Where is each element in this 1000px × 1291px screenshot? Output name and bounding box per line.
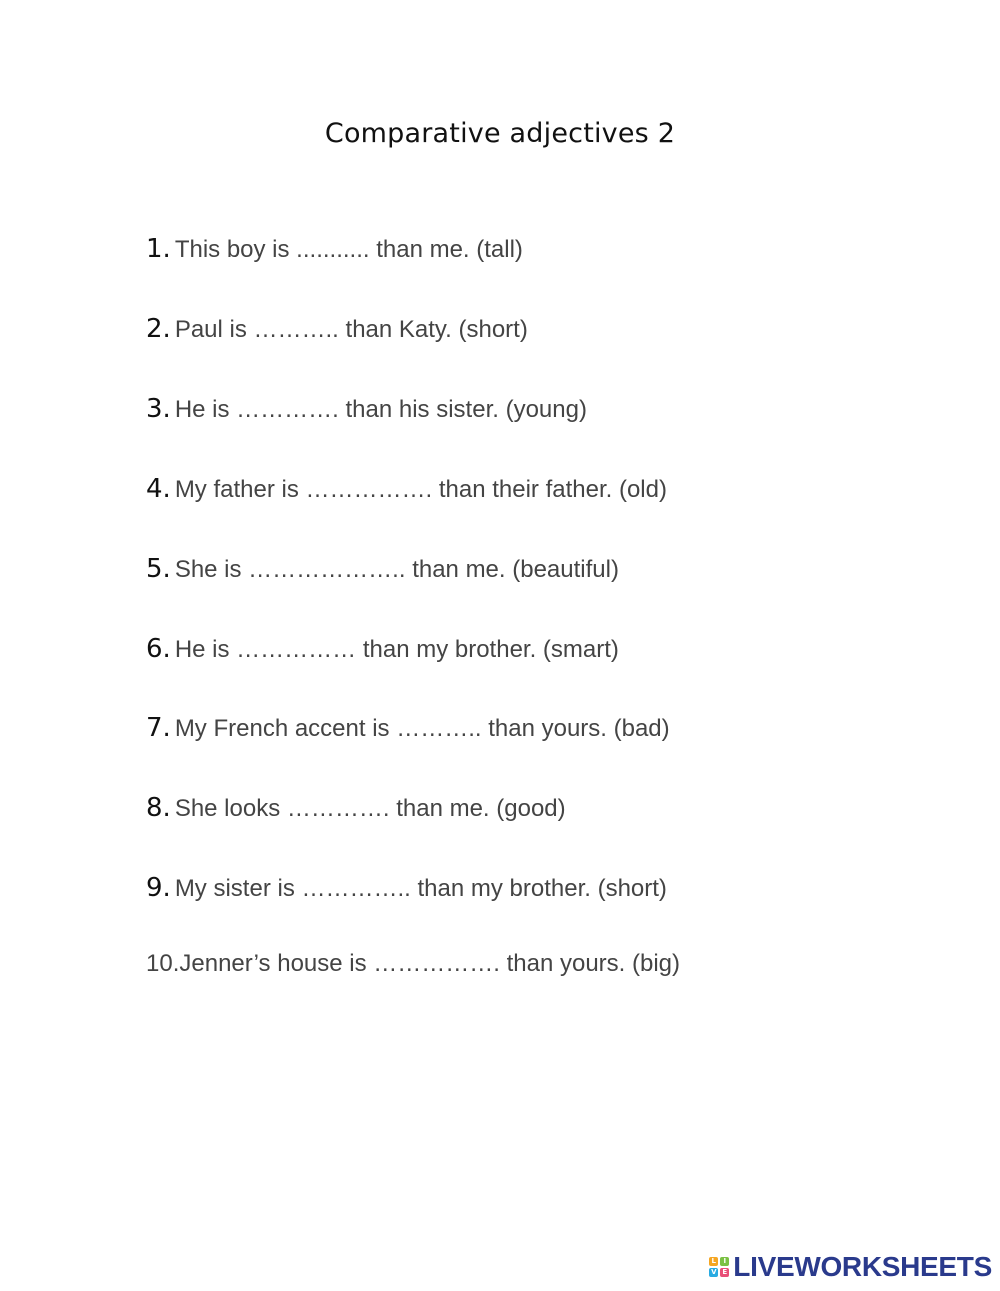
question-text: He is …………. than his sister. (young) [174,396,587,423]
question-number: 10. [146,950,180,977]
question-item [146,713,670,743]
question-item [146,474,667,504]
question-text: She is ……………….. than me. (beautiful) [174,556,619,583]
question-item [146,234,523,264]
question-item [146,793,566,823]
brand-name: LIVEWORKSHEETS [733,1251,992,1282]
logo-cell: E [720,1268,729,1277]
question-text: Paul is ……….. than Katy. (short) [174,316,528,343]
question-number: 1. [146,234,171,264]
question-item [146,314,528,344]
question-text: Jenner’s house is ……………. than yours. (big) [179,950,681,977]
question-number: 9. [146,873,171,903]
question-text: He is …………… than my brother. (smart) [174,636,619,663]
question-text: My French accent is ……….. than yours. (bad) [174,715,670,742]
question-number: 8. [146,793,171,823]
question-number: 6. [146,634,171,664]
worksheet-title: Comparative adjectives 2 [324,118,676,149]
question-item [146,554,619,584]
liveworksheets-logo [709,1251,992,1283]
logo-mark-icon [709,1257,729,1277]
question-number: 4. [146,474,171,504]
question-item [146,634,619,664]
question-number: 5. [146,554,171,584]
logo-cell: I [720,1257,729,1266]
question-text: My father is ……………. than their father. (old) [174,476,667,503]
logo-cell: V [711,1268,717,1276]
question-number: 7. [146,713,171,743]
question-text: My sister is ………….. than my brother. (short) [174,875,667,902]
question-item [146,873,667,903]
question-number: 2. [146,314,171,344]
question-text: She looks …………. than me. (good) [174,795,566,822]
question-number: 3. [146,394,171,424]
question-item [146,950,680,978]
question-text: This boy is ........... than me. (tall) [174,236,523,263]
question-item [146,394,587,424]
logo-cell: L [709,1257,718,1266]
